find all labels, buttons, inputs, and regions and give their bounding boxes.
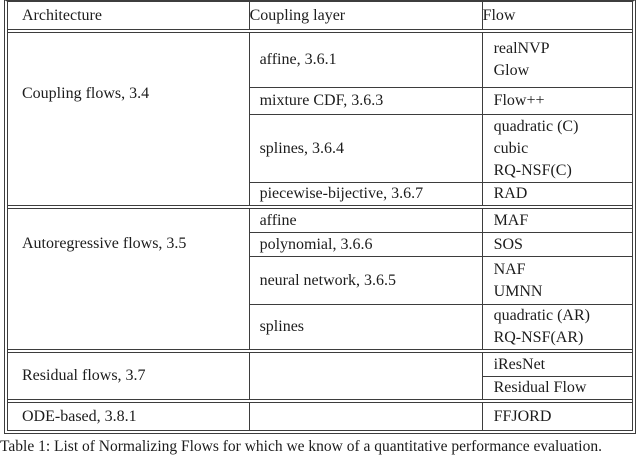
cell-coupling-empty — [249, 401, 482, 430]
flow-name: MAF — [493, 211, 529, 229]
flow-name: realNVP — [493, 40, 550, 57]
flow-name: quadratic (AR) — [493, 307, 590, 324]
cell-flow — [482, 31, 632, 88]
cell-coupling-affine: affine, 3.6.1 — [249, 31, 482, 88]
flow-name: Glow — [493, 62, 530, 79]
cell-flow — [482, 377, 632, 402]
table-row — [8, 31, 632, 88]
cell-flow — [482, 207, 632, 233]
cell-coupling-splines-ar: splines — [249, 305, 482, 352]
cell-coupling-empty — [249, 351, 482, 401]
flow-name: cubic — [493, 139, 529, 157]
cell-flow — [482, 401, 632, 430]
flow-name: quadratic (C) — [493, 117, 579, 135]
cell-coupling-mixture-cdf: mixture CDF, 3.6.3 — [249, 88, 482, 115]
cell-architecture-autoregressive-flows: Autoregressive flows, 3.5 — [8, 207, 249, 351]
flows-table — [8, 2, 632, 430]
normalizing-flows-table — [4, 0, 636, 434]
cell-architecture-residual-flows: Residual flows, 3.7 — [8, 351, 249, 401]
table-caption: Table 1: List of Normalizing Flows for which we know of a quantitative performance evaluation. — [0, 438, 602, 455]
flow-name: SOS — [493, 235, 523, 253]
cell-coupling-splines: splines, 3.6.4 — [249, 115, 482, 183]
cell-flow — [482, 115, 632, 183]
cell-coupling-piecewise-bijective: piecewise-bijective, 3.6.7 — [249, 183, 482, 208]
col-header-flow: Flow — [482, 2, 632, 31]
flow-name: RQ-NSF(C) — [493, 161, 572, 179]
table-row — [8, 401, 632, 430]
flow-name: UMNN — [493, 282, 543, 300]
cell-flow — [482, 305, 632, 352]
cell-coupling-affine-ar: affine — [249, 207, 482, 233]
flow-name: RAD — [493, 185, 528, 202]
flow-name: FFJORD — [493, 407, 552, 425]
col-header-coupling-layer: Coupling layer — [249, 2, 482, 31]
cell-flow — [482, 183, 632, 208]
table-row — [8, 207, 632, 233]
cell-architecture-coupling-flows: Coupling flows, 3.4 — [22, 85, 150, 102]
cell-flow — [482, 351, 632, 377]
table-row — [8, 351, 632, 377]
flow-name: RQ-NSF(AR) — [493, 329, 584, 346]
cell-flow — [482, 88, 632, 115]
cell-flow — [482, 257, 632, 305]
flow-name: iResNet — [493, 355, 546, 373]
flow-name: Residual Flow — [493, 379, 587, 396]
cell-coupling-neural-network: neural network, 3.6.5 — [249, 257, 482, 305]
header-row — [8, 2, 632, 31]
flow-name: NAF — [493, 260, 526, 278]
cell-coupling-polynomial: polynomial, 3.6.6 — [249, 233, 482, 257]
col-header-architecture: Architecture — [8, 2, 249, 31]
cell-flow — [482, 233, 632, 257]
flow-name: Flow++ — [493, 92, 545, 109]
cell-architecture-ode-based: ODE-based, 3.8.1 — [8, 401, 249, 430]
